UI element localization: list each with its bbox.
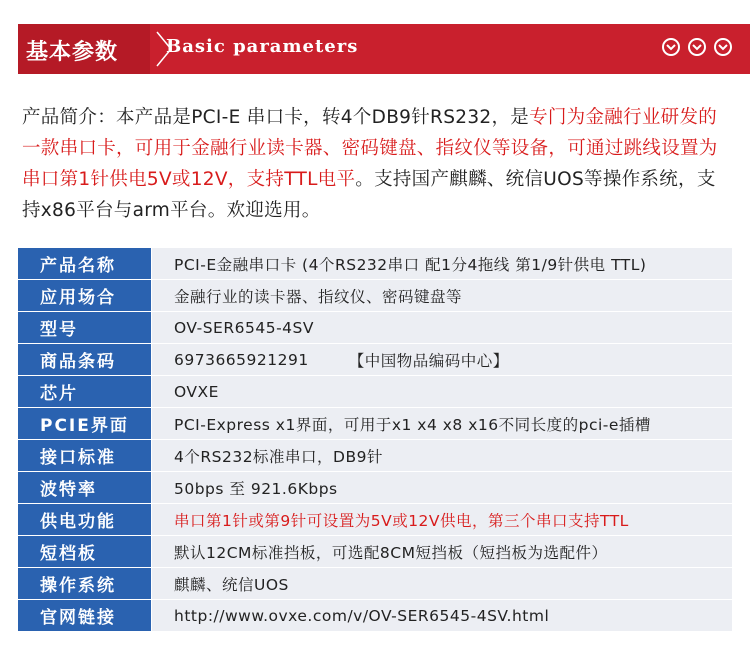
row-label: 短档板 xyxy=(18,536,151,567)
row-label: PCIE界面 xyxy=(18,408,151,439)
chevron-down-icon xyxy=(714,38,732,56)
table-row xyxy=(18,504,732,536)
table-row xyxy=(18,600,732,632)
row-value-highlight: 串口第1针或第9针可设置为5V或12V供电，第三个串口支持TTL xyxy=(151,504,732,535)
row-label: 供电功能 xyxy=(18,504,151,535)
row-label: 操作系统 xyxy=(18,568,151,599)
intro-text-1: 产品简介：本产品是PCI-E 串口卡，转4个DB9针RS232，是 xyxy=(22,107,530,128)
row-label: 芯片 xyxy=(18,376,151,407)
header-title-en: Basic parameters xyxy=(166,36,359,57)
website-link[interactable]: http://www.ovxe.com/v/OV-SER6545-4SV.html xyxy=(151,600,732,631)
row-value: 50bps 至 921.6Kbps xyxy=(151,472,732,503)
header-icons xyxy=(662,38,732,56)
header-title-cn: 基本参数 xyxy=(26,40,119,65)
header-arrow xyxy=(136,24,150,74)
section-header xyxy=(18,24,750,74)
row-value: OVXE xyxy=(151,376,732,407)
row-value: 金融行业的读卡器、指纹仪、密码键盘等 xyxy=(151,280,732,311)
row-value: 4个RS232标准串口，DB9针 xyxy=(151,440,732,471)
table-row xyxy=(18,440,732,472)
table-row xyxy=(18,376,732,408)
row-value: PCI-Express x1界面，可用于x1 x4 x8 x16不同长度的pci-e插槽 xyxy=(151,408,732,439)
row-label: 接口标准 xyxy=(18,440,151,471)
table-row xyxy=(18,472,732,504)
row-label: 波特率 xyxy=(18,472,151,503)
barcode-source: 【中国物品编码中心】 xyxy=(348,351,509,370)
row-label: 官网链接 xyxy=(18,600,151,631)
intro-text-3: 。支持国产麒麟、统信UOS等操作系统，支持x86平台与arm平台。欢迎选用。 xyxy=(22,169,716,221)
table-row xyxy=(18,280,732,312)
table-row xyxy=(18,312,732,344)
barcode-number: 6973665921291 xyxy=(174,350,309,369)
chevron-down-icon xyxy=(688,38,706,56)
table-row xyxy=(18,344,732,376)
row-label: 应用场合 xyxy=(18,280,151,311)
table-row xyxy=(18,536,732,568)
row-value: 默认12CM标准挡板，可选配8CM短挡板（短挡板为选配件） xyxy=(151,536,732,567)
row-value-barcode xyxy=(151,344,732,375)
table-row xyxy=(18,248,732,280)
product-intro xyxy=(22,102,734,226)
row-value: OV-SER6545-4SV xyxy=(151,312,732,343)
row-label: 产品名称 xyxy=(18,248,151,279)
row-value: 麒麟、统信UOS xyxy=(151,568,732,599)
row-label: 型号 xyxy=(18,312,151,343)
chevron-down-icon xyxy=(662,38,680,56)
intro-text-highlight: 专门为金融行业研发的一款串口卡，可用于金融行业读卡器、密码键盘、指纹仪等设备，可通过跳线设置为串口第1针供电5V或12V，支持TTL电平 xyxy=(22,107,718,190)
row-label: 商品条码 xyxy=(18,344,151,375)
table-row xyxy=(18,568,732,600)
table-row xyxy=(18,408,732,440)
spec-table xyxy=(18,248,732,632)
row-value: PCI-E金融串口卡 (4个RS232串口 配1分4拖线 第1/9针供电 TTL) xyxy=(151,248,732,279)
